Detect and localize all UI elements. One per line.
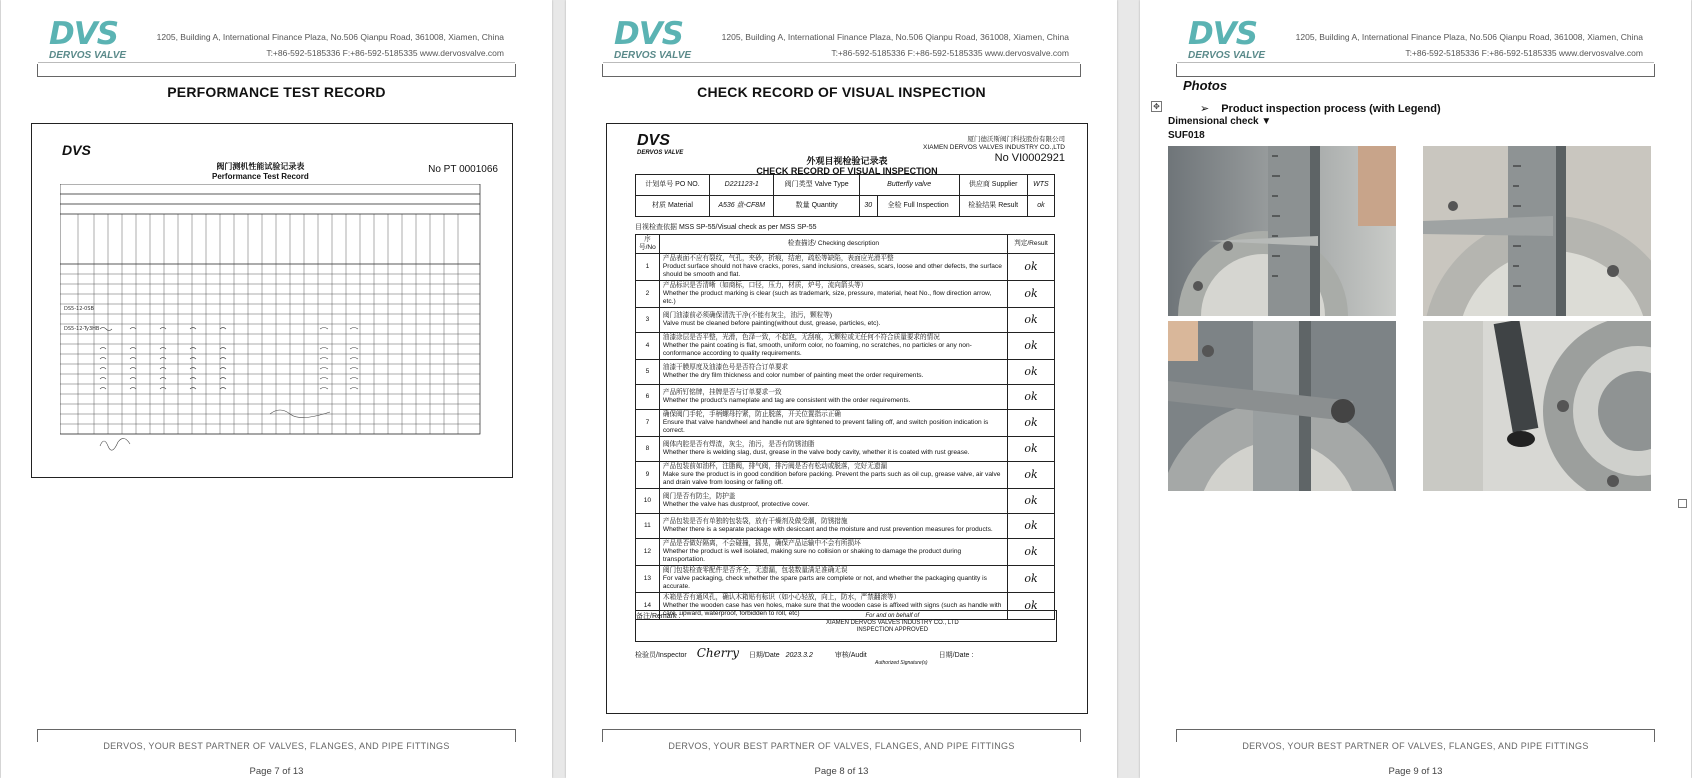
- dervos-logo: DVS DERVOS VALVE: [614, 16, 692, 61]
- row-number: 9: [636, 462, 660, 489]
- row-result: ok: [1008, 308, 1055, 333]
- inspection-photo: [1423, 321, 1651, 491]
- scan-logo: DVS DERVOS VALVE: [637, 132, 684, 156]
- signature-line: 检验员/Inspector Cherry 日期/Date 2023.3.2 审核/Audit 日期/Date : Authorized Signature(s): [635, 646, 974, 666]
- table-row: [636, 333, 1055, 360]
- remark-box: 备注/Remark : For and on behalf of XIAMEN DERVOS VALVES INDUSTRY CO., LTD INSPECTION APPROVED: [635, 610, 1057, 642]
- row-description: 阀门是否有防尘，防护盖 Whether the valve has dustproof, protective cover.: [659, 489, 1007, 514]
- row-number: 10: [636, 489, 660, 514]
- row-result: ok: [1008, 539, 1055, 566]
- visual-inspection-scan: [606, 123, 1088, 714]
- row-result: ok: [1008, 462, 1055, 489]
- document-page-7: [1, 0, 552, 778]
- page-number: Page 8 of 13: [814, 766, 869, 777]
- row-number: 12: [636, 539, 660, 566]
- row-number: 3: [636, 308, 660, 333]
- row-number: 1: [636, 254, 660, 281]
- row-number: 2: [636, 281, 660, 308]
- footer-tagline: DERVOS, YOUR BEST PARTNER OF VALVES, FLANGES, AND PIPE FITTINGS: [668, 741, 1015, 751]
- row-description: 产品包装前如油杯，注脂阀，排气阀，排污阀是否有松动或脱落，完好无遗漏 Make sure the product is in good condition before packing. Prevent the parts such as oil cup, grease valve, air valve and drain valve from loosing or falling off.: [659, 462, 1007, 489]
- dervos-logo: DVS DERVOS VALVE: [49, 16, 127, 61]
- page-number: Page 9 of 13: [1388, 766, 1443, 777]
- table-row: [636, 308, 1055, 333]
- row-number: 7: [636, 410, 660, 437]
- table-row: [636, 566, 1055, 593]
- header-address: 1205, Building A, International Finance Plaza, No.506 Qianpu Road, 361008, Xiamen, China T:+86-592-5185336 F:+86-592-5185335 www.dervosvalve.com: [721, 32, 1069, 58]
- row-result: ok: [1008, 489, 1055, 514]
- row-description: 阀门包装检查零配件是否齐全，无遗漏，包装数量满足准确无误 For valve packaging, check whether the spare parts are complete or not, and whether the packaging quantity is accurate.: [659, 566, 1007, 593]
- document-page-8: [566, 0, 1117, 778]
- record-number: No PT 0001066: [428, 164, 498, 175]
- svg-text:DS5-12-0SB: DS5-12-0SB: [64, 306, 94, 312]
- table-row: [636, 254, 1055, 281]
- table-row: [636, 281, 1055, 308]
- scan-heading: 阀门测机性能试验记录表 Performance Test Record: [212, 162, 309, 181]
- inspection-photo: [1168, 146, 1396, 316]
- row-number: 4: [636, 333, 660, 360]
- table-row: [636, 385, 1055, 410]
- row-description: 确保阀门手轮，手柄螺母拧紧，防止脱落，开关位置指示正确 Ensure that valve handwheel and handle nut are tightened to prevent falling off, and switch position indication is correct.: [659, 410, 1007, 437]
- page-title: PERFORMANCE TEST RECORD: [167, 84, 386, 100]
- header-rule: [602, 64, 1081, 77]
- photos-heading: Photos: [1183, 78, 1228, 93]
- table-row: [636, 489, 1055, 514]
- table-row: [636, 462, 1055, 489]
- table-row: [636, 360, 1055, 385]
- row-result: ok: [1008, 254, 1055, 281]
- dervos-logo: DVS DERVOS VALVE: [1188, 16, 1266, 61]
- row-number: 14: [636, 593, 660, 620]
- row-result: ok: [1008, 566, 1055, 593]
- performance-test-scan: DVS 阀门测机性能试验记录表 Performance Test Record No PT 0001066 DS5-12-0SB DS5-12-Ty3HB: [31, 123, 513, 478]
- row-description: 产品所钉铭牌，挂牌是否与订单要求一致 Whether the product's nameplate and tag are consistent with the order requirements.: [659, 385, 1007, 410]
- record-number: No VI0002921: [994, 152, 1065, 164]
- row-result: ok: [1008, 514, 1055, 539]
- header-address: 1205, Building A, International Finance Plaza, No.506 Qianpu Road, 361008, Xiamen, China T:+86-592-5185336 F:+86-592-5185335 www.dervosvalve.com: [1295, 32, 1643, 58]
- table-move-handle-icon[interactable]: ✥: [1151, 101, 1162, 112]
- row-description: 油漆涂层是否平整，光滑，色泽一致，不起泡，无刮痕，无颗粒或无任何不符合质量要求的情况 Whether the paint coating is flat, smooth, uniform color, no foaming, no scratches, no particles or any non-conformance according to quality requirements.: [659, 333, 1007, 360]
- table-row: [636, 437, 1055, 462]
- svg-text:DS5-12-Ty3HB: DS5-12-Ty3HB: [64, 326, 100, 332]
- page-title: CHECK RECORD OF VISUAL INSPECTION: [697, 84, 986, 100]
- scan-company: 厦门德沃斯阀门科技股份有限公司 XIAMEN DERVOS VALVES INDUSTRY CO.,LTD: [923, 136, 1065, 151]
- row-result: ok: [1008, 385, 1055, 410]
- header-rule: [37, 64, 516, 77]
- inspection-table: 序号/No 检查描述/ Checking description 判定/Result 1 产品表面不应有裂纹，气孔，夹砂，折痕，结疤，疏松等缺陷，表面应光滑平整 Product surface should not have cracks, pores, sand inclusions, creases, scars, loose and other defects, the surface should be smooth and flat. ok 2 产品标识是否清晰（如商标，口径，压力，材质，炉号，流向箭头等） Whether the product marking is clear (such as trademark, size, pressure, material, heat No., flow direction arrow, etc.) ok 3 阀门油漆前必须确保清洗干净(不能有灰尘，油污，颗粒等) Valve must be cleaned before painting(without dust, grease, particles, etc). ok 4 油漆涂层是否平整，光滑，色泽一致，不起泡，无刮痕，无颗粒或无任何不符合质量要求的情况 Whether the paint coating is flat, smooth, uniform color, no foaming, no scratches, no particles or any non-conformance according to quality requirements. ok 5 油漆干膜厚度及油漆色号是否符合订单要求 Whether the dry film thickness and color number of painting meet the order requirements. ok 6 产品所钉铭牌，挂牌是否与订单要求一致 Whether the product's nameplate and tag are consistent with the order requirements. ok 7 确保阀门手轮，手柄螺母拧紧，防止脱落，开关位置指示正确 Ensure that valve handwheel and handle nut are tightened to prevent falling off, and switch position indication is correct. ok 8 阀体内腔是否有焊渣，灰尘，油污，是否有防锈油脂 Whether there is welding slag, dust, grease in the valve body cavity, whether it is coated with rust grease. ok 9 产品包装前如油杯，注脂阀，排气阀，排污阀是否有松动或脱落，完好无遗漏 Make sure the product is in good condition before packing. Prevent the parts such as oil cup, grease valve, air valve and drain valve from loosing or falling off. ok 10 阀门是否有防尘，防护盖 Whether the valve has dustproof, protective cover. ok 11 产品包装是否有单独的包装袋，放有干燥剂及做受潮，防锈措施 Whether there is a separate package with desiccant and the moisture and rust prevention measures for products. ok 12 产品是否做好隔离，不会碰撞，摇晃，确保产品运输中不会有所损坏 Whether the product is well isolated, making sure no collision or shaking to damage the product during transportation. ok 13 阀门包装检查零配件是否齐全，无遗漏，包装数量满足准确无误 For valve packaging, check whether the spare parts are complete or not, and whether the packaging quantity is accurate. ok 14 木箱是否有通风孔，确认木箱贴有标识（如小心轻放，向上，防水，严禁翻滚等） Whether the wooden case has ven holes, make sure that the wooden case is affixed with signs (such as handle with care, upward, waterproof, forbidden to roll, etc) ok: [635, 234, 1055, 620]
- row-description: 产品标识是否清晰（如商标，口径，压力，材质，炉号，流向箭头等） Whether the product marking is clear (such as trademark, size, pressure, material, heat No., flow direction arrow, etc.): [659, 281, 1007, 308]
- inspection-standard: 目视检查依据 MSS SP-55/Visual check as per MSS SP-55: [635, 224, 817, 231]
- resize-handle[interactable]: [1678, 499, 1687, 508]
- row-result: ok: [1008, 333, 1055, 360]
- footer-tagline: DERVOS, YOUR BEST PARTNER OF VALVES, FLANGES, AND PIPE FITTINGS: [103, 741, 450, 751]
- test-record-grid: [60, 184, 490, 454]
- row-description: 木箱是否有通风孔，确认木箱贴有标识（如小心轻放，向上，防水，严禁翻滚等） Whether the wooden case has ven holes, make sure that the wooden case is affixed with signs (such as handle with care, upward, waterproof, forbidden to roll, etc): [659, 593, 1007, 620]
- row-description: 阀门油漆前必须确保清洗干净(不能有灰尘，油污，颗粒等) Valve must be cleaned before painting(without dust, grease, particles, etc).: [659, 308, 1007, 333]
- bullet-heading: ➢ Product inspection process (with Legend): [1200, 103, 1441, 115]
- row-result: ok: [1008, 360, 1055, 385]
- inspection-photo: [1168, 321, 1396, 491]
- row-result: ok: [1008, 437, 1055, 462]
- header-address: 1205, Building A, International Finance Plaza, No.506 Qianpu Road, 361008, Xiamen, China T:+86-592-5185336 F:+86-592-5185335 www.dervosvalve.com: [156, 32, 504, 58]
- row-number: 6: [636, 385, 660, 410]
- row-number: 13: [636, 566, 660, 593]
- footer-tagline: DERVOS, YOUR BEST PARTNER OF VALVES, FLANGES, AND PIPE FITTINGS: [1242, 741, 1589, 751]
- table-row: [636, 539, 1055, 566]
- row-description: 产品包装是否有单独的包装袋，放有干燥剂及做受潮，防锈措施 Whether there is a separate package with desiccant and the moisture and rust prevention measures for products.: [659, 514, 1007, 539]
- order-info-table: 计划单号 PO NO. D221123-1 阀门类型 Valve Type Butterfly valve 供应商 Supplier WTS 材质 Material A536 盘-CF8M 数量 Quantity 30 全检 Full Inspection 检验结果 Result ok: [635, 174, 1055, 217]
- row-description: 产品是否做好隔离，不会碰撞，摇晃，确保产品运输中不会有所损坏 Whether the product is well isolated, making sure no collision or shaking to damage the product during transportation.: [659, 539, 1007, 566]
- suf-label: SUF018: [1168, 130, 1205, 141]
- row-description: 产品表面不应有裂纹，气孔，夹砂，折痕，结疤，疏松等缺陷，表面应光滑平整 Product surface should not have cracks, pores, sand inclusions, creases, scars, loose and other defects, the surface should be smooth and flat.: [659, 254, 1007, 281]
- row-result: ok: [1008, 593, 1055, 620]
- row-description: 油漆干膜厚度及油漆色号是否符合订单要求 Whether the dry film thickness and color number of painting meet the order requirements.: [659, 360, 1007, 385]
- row-number: 8: [636, 437, 660, 462]
- row-number: 5: [636, 360, 660, 385]
- row-result: ok: [1008, 281, 1055, 308]
- row-description: 阀体内腔是否有焊渣，灰尘，油污，是否有防锈油脂 Whether there is welding slag, dust, grease in the valve body cavity, whether it is coated with rust grease.: [659, 437, 1007, 462]
- document-page-9: [1140, 0, 1691, 778]
- page-number: Page 7 of 13: [249, 766, 304, 777]
- header-rule: [1176, 64, 1655, 77]
- table-row: [636, 514, 1055, 539]
- dimensional-check-dropdown[interactable]: Dimensional check ▼: [1168, 116, 1272, 127]
- inspection-photo: [1423, 146, 1651, 316]
- row-number: 11: [636, 514, 660, 539]
- row-result: ok: [1008, 410, 1055, 437]
- scan-heading: 外观目视检验记录表 CHECK RECORD OF VISUAL INSPECTION: [756, 156, 938, 176]
- table-row: [636, 410, 1055, 437]
